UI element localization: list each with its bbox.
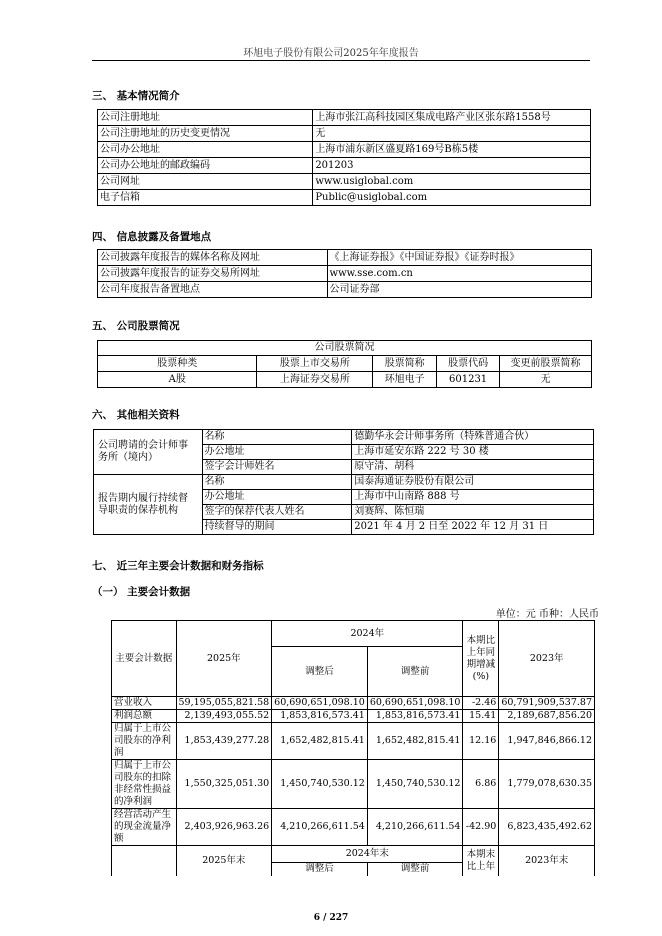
group-label: 报告期内履行持续督导职责的保荐机构 [94, 475, 203, 535]
row-key: 公司披露年度报告的媒体名称及网址 [98, 250, 328, 266]
column-header: 调整后 [272, 863, 368, 876]
row-value: 无 [313, 126, 591, 142]
row-key: 公司注册地址的历史变更情况 [98, 126, 313, 142]
row-value: 上海市中山南路 888 号 [352, 490, 594, 505]
table-cell: 2,403,926,963.26 [176, 809, 272, 846]
row-value: 原守清、胡科 [352, 460, 594, 475]
section-6-title: 六、 其他相关资料 [92, 409, 180, 421]
header-rule [92, 60, 590, 61]
table-row [112, 697, 595, 710]
row-value: Public@usiglobal.com [313, 190, 591, 206]
table-row [98, 190, 591, 206]
row-value: 《上海证券报》《中国证券报》《证券时报》 [327, 250, 591, 266]
table-cell: 2,139,493,055.52 [176, 710, 272, 723]
row-key: 经营活动产生的现金流量净额 [112, 809, 177, 846]
column-header: 主要会计数据 [112, 621, 177, 697]
table-row [112, 723, 595, 760]
table-cell: 1,652,482,815.41 [272, 723, 368, 760]
row-value: www.usiglobal.com [313, 174, 591, 190]
table-cell: A股 [98, 372, 257, 388]
table-cell: 上海证券交易所 [257, 372, 373, 388]
table-cell: 1,450,740,530.12 [272, 760, 368, 809]
stock-table-caption: 公司股票简况 [98, 341, 592, 356]
table-cell: 60,791,909,537.87 [499, 697, 595, 710]
financial-table [111, 620, 595, 876]
table-row [98, 126, 591, 142]
section-4-title: 四、 信息披露及备置地点 [92, 231, 212, 243]
row-key: 归属于上市公司股东的扣除非经常性损益的净利润 [112, 760, 177, 809]
row-key: 公司办公地址的邮政编码 [98, 158, 313, 174]
column-header: 变更前股票简称 [500, 356, 592, 372]
table-cell: 1,853,439,277.28 [176, 723, 272, 760]
table-row [94, 430, 594, 445]
column-header: 本期末比上年 [463, 846, 499, 876]
row-key: 办公地址 [202, 490, 352, 505]
row-value: 德勤华永会计师事务所（特殊普通合伙） [352, 430, 594, 445]
section-5-title: 五、 公司股票简况 [92, 320, 180, 332]
table-cell: 1,947,846,866.12 [499, 723, 595, 760]
empty-cell [112, 846, 177, 876]
column-header: 股票简称 [373, 356, 437, 372]
column-header: 股票上市交易所 [257, 356, 373, 372]
table-cell: 1,550,325,051.30 [176, 760, 272, 809]
column-header: 股票代码 [437, 356, 500, 372]
table-cell: 1,652,482,815.41 [367, 723, 463, 760]
table-cell: 15.41 [463, 710, 499, 723]
unit-note: 单位：元 币种：人民币 [495, 609, 599, 620]
table-row [98, 142, 591, 158]
table-cell: 60,690,651,098.10 [272, 697, 368, 710]
table-cell: 60,690,651,098.10 [367, 697, 463, 710]
column-header: 调整后 [272, 647, 368, 697]
table-row [94, 475, 594, 490]
table-cell: 1,853,816,573.41 [367, 710, 463, 723]
table-cell: -42.90 [463, 809, 499, 846]
row-value: 上海市延安东路 222 号 30 楼 [352, 445, 594, 460]
table-cell: 1,450,740,530.12 [367, 760, 463, 809]
row-key: 营业收入 [112, 697, 177, 710]
column-header: 股票种类 [98, 356, 257, 372]
table-row [112, 760, 595, 809]
group-label: 公司聘请的会计师事务所（境内） [94, 430, 203, 475]
table-cell: 1,853,816,573.41 [272, 710, 368, 723]
row-key: 持续督导的期间 [202, 520, 352, 535]
disclosure-table [97, 249, 592, 298]
section-3-title: 三、 基本情况简介 [92, 90, 180, 102]
page-number: 6 / 227 [313, 913, 349, 923]
table-header-row [98, 356, 592, 372]
row-value: www.sse.com.cn [327, 266, 591, 282]
row-key: 公司披露年度报告的证券交易所网址 [98, 266, 328, 282]
column-header: 2023年末 [499, 846, 595, 876]
column-header: 2025年末 [176, 846, 272, 876]
table-row [112, 710, 595, 723]
table-cell: 2,189,687,856.20 [499, 710, 595, 723]
column-header: 2024年 [272, 621, 463, 647]
table-cell: 环旭电子 [373, 372, 437, 388]
table-cell: 601231 [437, 372, 500, 388]
column-header: 2024年末 [272, 846, 463, 863]
table-cell: 59,195,055,821.58 [176, 697, 272, 710]
table-cell: 4,210,266,611.54 [272, 809, 368, 846]
page-header: 环旭电子股份有限公司2025年年度报告 [243, 48, 419, 59]
row-value: 2021 年 4 月 2 日至 2022 年 12 月 31 日 [352, 520, 594, 535]
row-value: 公司证券部 [327, 282, 591, 298]
table-cell: 无 [500, 372, 592, 388]
table-row [98, 266, 592, 282]
table-cell: 6,823,435,492.62 [499, 809, 595, 846]
table-row [98, 110, 591, 126]
table-row [98, 250, 592, 266]
row-key: 办公地址 [202, 445, 352, 460]
column-header: 2023年 [499, 621, 595, 697]
other-info-table [93, 429, 594, 535]
row-key: 利润总额 [112, 710, 177, 723]
row-key: 归属于上市公司股东的净利润 [112, 723, 177, 760]
table-cell: 12.16 [463, 723, 499, 760]
row-key: 签字的保荐代表人姓名 [202, 505, 352, 520]
stock-table [97, 340, 592, 388]
table-cell: 1,779,078,630.35 [499, 760, 595, 809]
row-value: 国泰海通证券股份有限公司 [352, 475, 594, 490]
row-key: 电子信箱 [98, 190, 313, 206]
table-row [98, 158, 591, 174]
row-value: 201203 [313, 158, 591, 174]
row-key: 签字会计师姓名 [202, 460, 352, 475]
column-header: 2025年 [176, 621, 272, 697]
table-row [98, 282, 592, 298]
row-key: 名称 [202, 430, 352, 445]
row-key: 名称 [202, 475, 352, 490]
column-header: 调整前 [367, 647, 463, 697]
table-row [98, 174, 591, 190]
row-value: 上海市浦东新区盛夏路169号B栋5楼 [313, 142, 591, 158]
row-value: 上海市张江高科技园区集成电路产业区张东路1558号 [313, 110, 591, 126]
row-value: 刘赛辉、陈恒瑞 [352, 505, 594, 520]
table-cell: 4,210,266,611.54 [367, 809, 463, 846]
table-cell: -2.46 [463, 697, 499, 710]
row-key: 公司注册地址 [98, 110, 313, 126]
section-7-title: 七、 近三年主要会计数据和财务指标 [92, 560, 264, 572]
section-7-subtitle: （一） 主要会计数据 [92, 586, 191, 598]
table-row [112, 809, 595, 846]
column-header: 调整前 [367, 863, 463, 876]
row-key: 公司网址 [98, 174, 313, 190]
row-key: 公司年度报告备置地点 [98, 282, 328, 298]
basic-info-table [97, 109, 591, 206]
table-row [98, 372, 592, 388]
row-key: 公司办公地址 [98, 142, 313, 158]
column-header: 本期比上年同期增减(%) [463, 621, 499, 697]
table-cell: 6.86 [463, 760, 499, 809]
